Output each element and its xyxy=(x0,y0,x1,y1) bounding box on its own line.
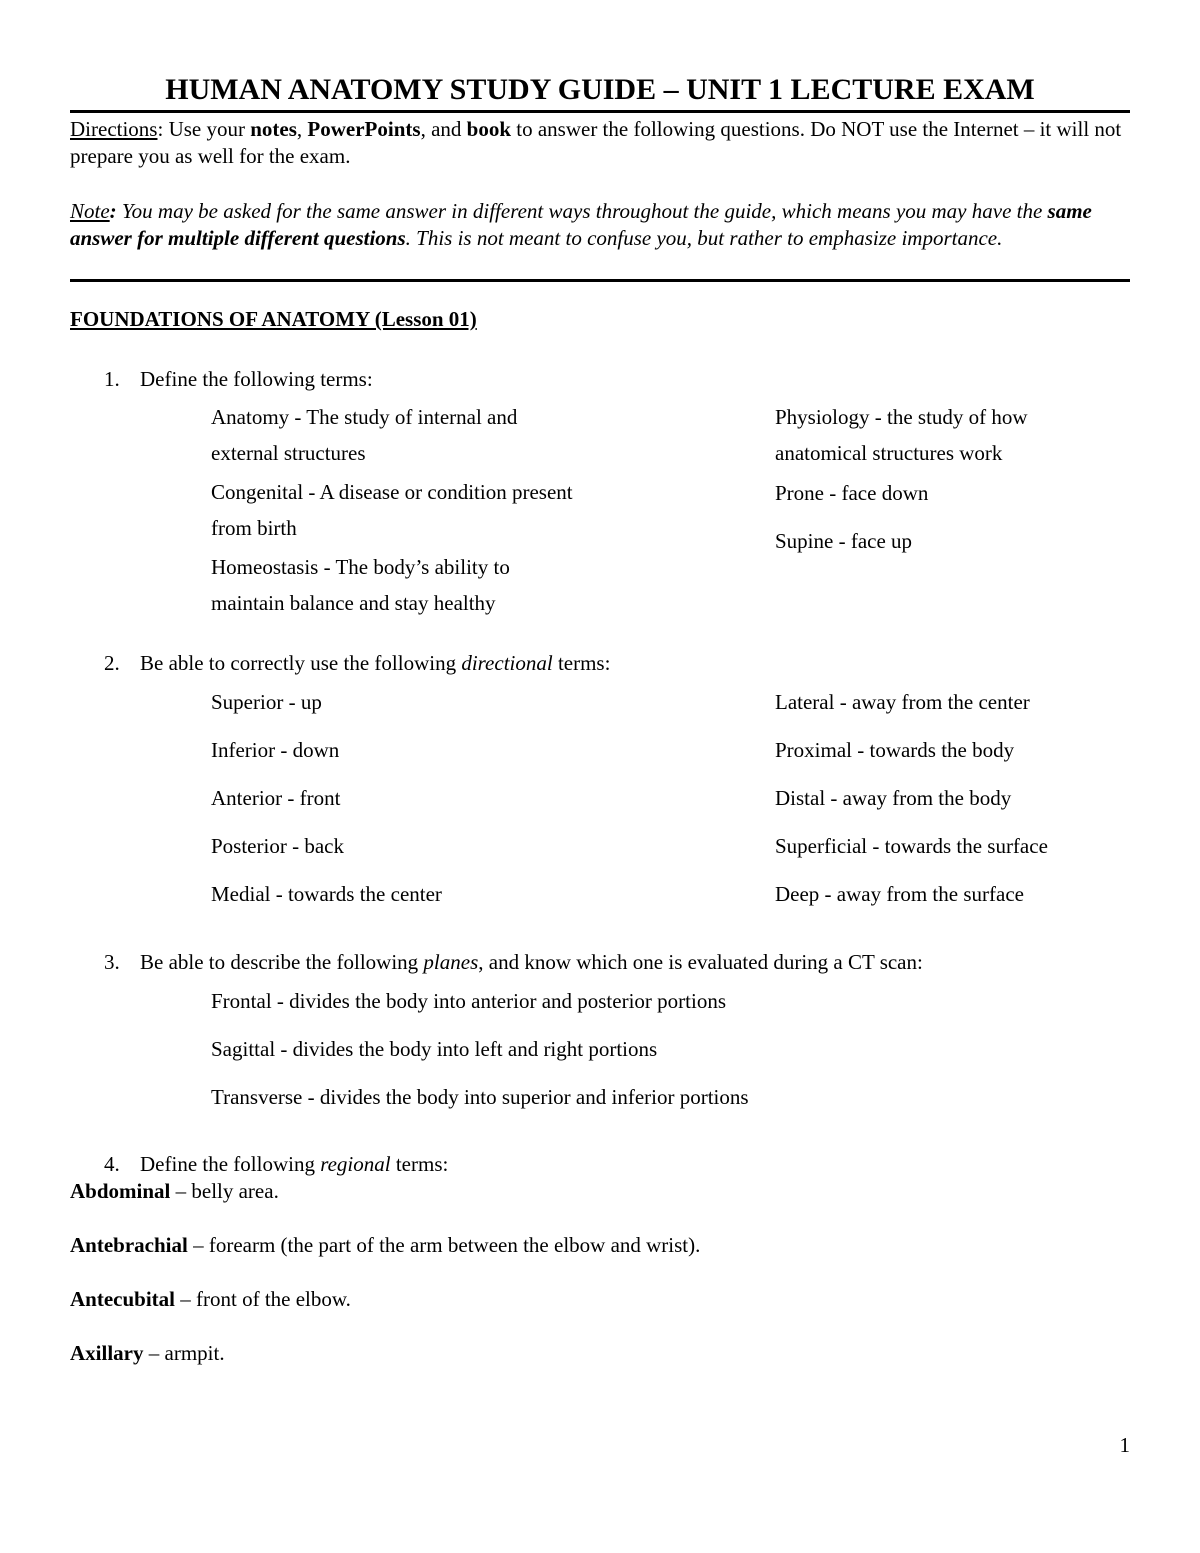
term-deep: Deep - away from the surface xyxy=(775,882,1024,906)
note-bold: same answer for multiple different questions xyxy=(70,199,1092,250)
directions-powerpoints: PowerPoints xyxy=(307,117,421,141)
document-title: HUMAN ANATOMY STUDY GUIDE – UNIT 1 LECTURE EXAM xyxy=(165,73,1035,106)
note-text-2: . This is not meant to confuse you, but rather to emphasize importance. xyxy=(405,226,1003,250)
term-posterior: Posterior - back xyxy=(211,834,344,858)
regional-term-antebrachial xyxy=(70,1232,700,1259)
question-2-number: 2. xyxy=(104,651,120,675)
term-anatomy: Anatomy - The study of internal and external structures xyxy=(211,405,518,465)
regional-term-name: Axillary xyxy=(70,1341,144,1365)
term-homeostasis: Homeostasis - The body’s ability to maintain balance and stay healthy xyxy=(211,555,510,615)
question-2-emphasis: directional xyxy=(461,651,553,675)
directions-text-1: : Use your xyxy=(157,117,251,141)
regional-term-desc: – front of the elbow. xyxy=(175,1287,351,1311)
question-4-emphasis: regional xyxy=(320,1152,391,1176)
directions-notes: notes xyxy=(250,117,297,141)
question-3-text-1: Be able to describe the following xyxy=(140,950,424,974)
note-colon: : xyxy=(109,199,117,223)
question-3-emphasis: planes xyxy=(423,950,479,974)
plane-transverse: Transverse - divides the body into superior and inferior portions xyxy=(211,1085,749,1109)
term-physiology: Physiology - the study of how anatomical structures work xyxy=(775,405,1028,465)
regional-term-antecubital xyxy=(70,1286,351,1313)
term-inferior: Inferior - down xyxy=(211,738,340,762)
question-2-text-1: Be able to correctly use the following xyxy=(140,651,462,675)
plane-sagittal: Sagittal - divides the body into left and right portions xyxy=(211,1037,658,1061)
directions-text-4: to answer the following questions. Do NOT use the Internet – it will not prepare you as well for the exam. xyxy=(70,117,1122,168)
term-superior: Superior - up xyxy=(211,690,322,714)
question-3 xyxy=(104,949,923,976)
regional-term-axillary xyxy=(70,1340,225,1367)
question-3-number: 3. xyxy=(104,950,120,974)
regional-term-name: Antecubital xyxy=(70,1287,175,1311)
plane-frontal: Frontal - divides the body into anterior and posterior portions xyxy=(211,989,726,1013)
question-1 xyxy=(104,366,373,393)
term-anterior: Anterior - front xyxy=(211,786,341,810)
term-superficial: Superficial - towards the surface xyxy=(775,834,1048,858)
note-text-1: You may be asked for the same answer in different ways throughout the guide, which means you may have the xyxy=(116,199,1048,223)
note-paragraph xyxy=(70,198,1130,252)
term-lateral: Lateral - away from the center xyxy=(775,690,1030,714)
directions-text-3: , and xyxy=(420,117,467,141)
question-4-text-2: terms: xyxy=(390,1152,449,1176)
regional-term-name: Abdominal xyxy=(70,1179,171,1203)
term-prone: Prone - face down xyxy=(775,481,929,505)
question-3-text-2: , and know which one is evaluated during a CT scan: xyxy=(478,950,923,974)
question-2 xyxy=(104,650,610,677)
term-medial: Medial - towards the center xyxy=(211,882,442,906)
regional-term-desc: – forearm (the part of the arm between the elbow and wrist). xyxy=(187,1233,701,1257)
regional-term-desc: – armpit. xyxy=(143,1341,225,1365)
directions-book: book xyxy=(466,117,511,141)
question-4-text-1: Define the following xyxy=(140,1152,321,1176)
regional-term-desc: – belly area. xyxy=(170,1179,279,1203)
regional-term-abdominal xyxy=(70,1178,279,1205)
note-label: Note xyxy=(70,199,110,223)
term-distal: Distal - away from the body xyxy=(775,786,1012,810)
directions-paragraph xyxy=(70,116,1130,170)
question-1-number: 1. xyxy=(104,367,120,391)
term-congenital: Congenital - A disease or condition present from birth xyxy=(211,480,573,540)
regional-term-name: Antebrachial xyxy=(70,1233,188,1257)
directions-text-2: , xyxy=(296,117,308,141)
question-4 xyxy=(104,1151,448,1178)
note-rule xyxy=(70,279,1130,282)
question-2-text-2: terms: xyxy=(552,651,611,675)
term-supine: Supine - face up xyxy=(775,529,913,553)
term-proximal: Proximal - towards the body xyxy=(775,738,1015,762)
page-number: 1 xyxy=(1119,1433,1130,1457)
directions-label: Directions xyxy=(70,117,158,141)
title-rule xyxy=(70,110,1130,113)
question-4-number: 4. xyxy=(104,1152,120,1176)
section-heading: FOUNDATIONS OF ANATOMY (Lesson 01) xyxy=(70,307,477,331)
question-1-text: Define the following terms: xyxy=(140,367,373,391)
